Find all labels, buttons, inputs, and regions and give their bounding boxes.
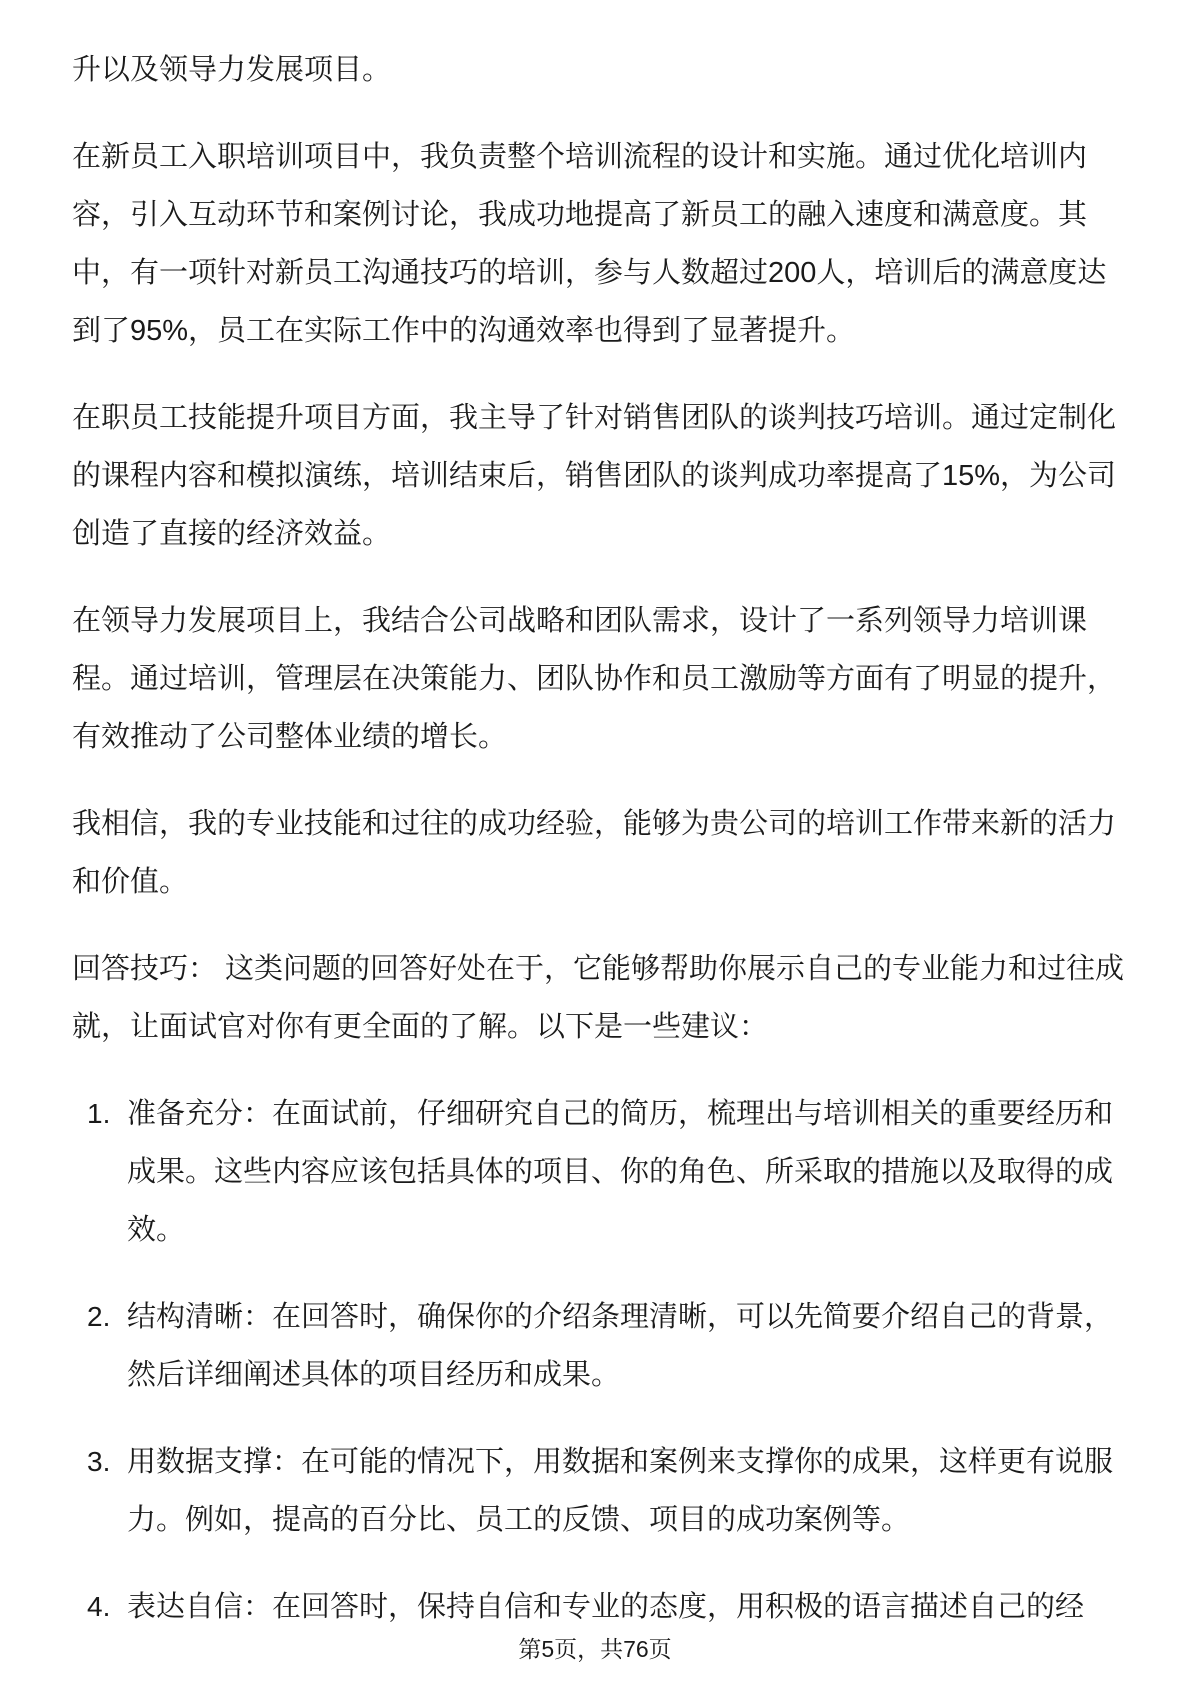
text-line: 升以及领导力发展项目。 bbox=[72, 54, 392, 86]
text-line: 创造了直接的经济效益。 bbox=[72, 518, 392, 550]
text-line: 然后详细阐述具体的项目经历和成果。 bbox=[127, 1359, 621, 1391]
paragraph-leadership-project bbox=[72, 592, 1162, 766]
list-item-2 bbox=[72, 1288, 1162, 1404]
text-line: 准备充分：在面试前，仔细研究自己的简历，梳理出与培训相关的重要经历和 bbox=[127, 1098, 1114, 1130]
list-item-4 bbox=[72, 1578, 1162, 1636]
page-number-footer: 第5页，共76页 bbox=[518, 1636, 672, 1662]
list-number: 4. bbox=[87, 1591, 111, 1622]
paragraph-closing-statement bbox=[72, 795, 1162, 911]
text-line: 中，有一项针对新员工沟通技巧的培训，参与人数超过200人，培训后的满意度达 bbox=[72, 257, 1107, 289]
text-line: 用数据支撑：在可能的情况下，用数据和案例来支撑你的成果，这样更有说服 bbox=[127, 1446, 1114, 1478]
text-line: 有效推动了公司整体业绩的增长。 bbox=[72, 721, 508, 753]
text-line: 容，引入互动环节和案例讨论，我成功地提高了新员工的融入速度和满意度。其 bbox=[72, 199, 1088, 231]
text-line: 的课程内容和模拟演练，培训结束后，销售团队的谈判成功率提高了15%，为公司 bbox=[72, 460, 1117, 492]
text-line: 结构清晰：在回答时，确保你的介绍条理清晰，可以先简要介绍自己的背景， bbox=[127, 1301, 1114, 1333]
text-line: 回答技巧： 这类问题的回答好处在于，它能够帮助你展示自己的专业能力和过往成 bbox=[72, 953, 1125, 985]
paragraph-previous-continuation bbox=[72, 41, 1162, 99]
text-line: 和价值。 bbox=[72, 866, 189, 898]
list-item-1 bbox=[72, 1085, 1162, 1259]
tips-list bbox=[72, 1085, 1162, 1636]
document-body bbox=[72, 41, 1162, 1665]
list-number: 3. bbox=[87, 1446, 111, 1477]
text-line: 在领导力发展项目上，我结合公司战略和团队需求，设计了一系列领导力培训课 bbox=[72, 605, 1088, 637]
text-line: 就，让面试官对你有更全面的了解。以下是一些建议： bbox=[72, 1011, 769, 1043]
text-line: 我相信，我的专业技能和过往的成功经验，能够为贵公司的培训工作带来新的活力 bbox=[72, 808, 1117, 840]
paragraph-answer-tips-intro bbox=[72, 940, 1162, 1056]
list-number: 1. bbox=[87, 1098, 111, 1129]
text-line: 在职员工技能提升项目方面，我主导了针对销售团队的谈判技巧培训。通过定制化 bbox=[72, 402, 1117, 434]
text-line: 成果。这些内容应该包括具体的项目、你的角色、所采取的措施以及取得的成 bbox=[127, 1156, 1114, 1188]
paragraph-skills-project bbox=[72, 389, 1162, 563]
text-line: 程。通过培训，管理层在决策能力、团队协作和员工激励等方面有了明显的提升， bbox=[72, 663, 1117, 695]
text-line: 表达自信：在回答时，保持自信和专业的态度，用积极的语言描述自己的经 bbox=[127, 1591, 1085, 1623]
paragraph-onboarding-project bbox=[72, 128, 1162, 360]
text-line: 效。 bbox=[127, 1214, 186, 1246]
text-line: 在新员工入职培训项目中，我负责整个培训流程的设计和实施。通过优化培训内 bbox=[72, 141, 1088, 173]
text-line: 到了95%，员工在实际工作中的沟通效率也得到了显著提升。 bbox=[72, 315, 856, 347]
list-item-3 bbox=[72, 1433, 1162, 1549]
text-line: 力。例如，提高的百分比、员工的反馈、项目的成功案例等。 bbox=[127, 1504, 911, 1536]
list-number: 2. bbox=[87, 1301, 111, 1332]
